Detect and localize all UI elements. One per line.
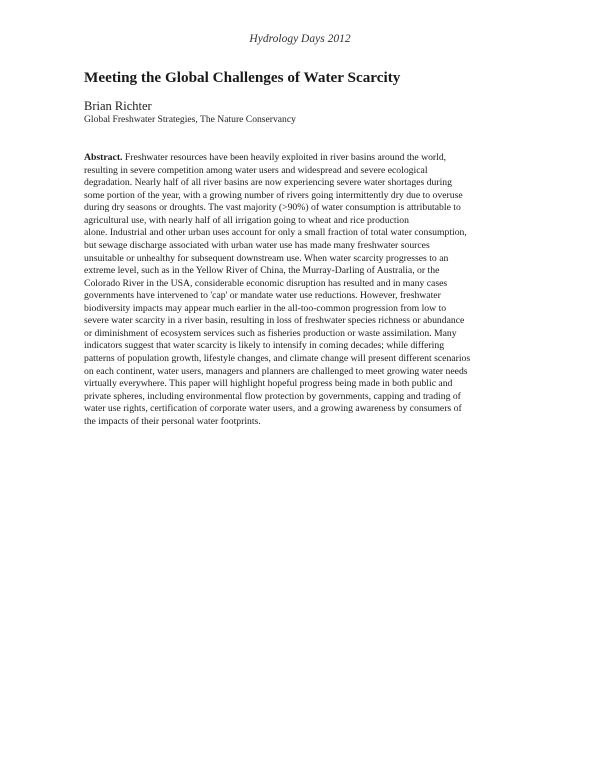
abstract-line: extreme level, such as in the Yellow River of China, the Murray-Darling of Australia, or the	[84, 265, 440, 277]
abstract-line: the impacts of their personal water footprints.	[84, 415, 261, 427]
abstract-line: on each continent, water users, managers and planners are challenged to meet growing water needs	[84, 365, 468, 377]
abstract-line: unsuitable or unhealthy for subsequent downstream use. When water scarcity progresses to an	[84, 252, 449, 264]
abstract-line: indicators suggest that water scarcity is likely to intensify in coming decades; while differing	[84, 340, 445, 352]
abstract-line: during dry seasons or droughts. The vast majority (>90%) of water consumption is attributable to	[84, 202, 461, 214]
abstract-line-text: Freshwater resources have been heavily exploited in river basins around the world,	[124, 152, 447, 163]
author-name: Brian Richter	[84, 99, 152, 113]
running-header: Hydrology Days 2012	[249, 33, 351, 45]
abstract-line: severe water scarcity in a river basin, resulting in loss of freshwater species richness or abundance	[84, 315, 465, 327]
abstract-line: agricultural use, with nearly half of all irrigation going to wheat and rice production	[84, 214, 409, 226]
abstract-line: biodiversity impacts may appear much earlier in the all-too-common progression from low to	[84, 302, 447, 314]
author-affiliation: Global Freshwater Strategies, The Nature Conservancy	[84, 114, 296, 125]
abstract-line: some portion of the year, with a growing number of rivers going intermittently dry due to overuse	[84, 189, 463, 201]
abstract-line: or diminishment of ecosystem services such as fisheries production or waste assimilation. Many	[84, 327, 457, 339]
paper-title: Meeting the Global Challenges of Water Scarcity	[84, 69, 401, 86]
abstract-line: private spheres, including environmental flow protection by governments, capping and trading of	[84, 390, 461, 402]
abstract-line: governments have intervened to 'cap' or mandate water use reductions. However, freshwater	[84, 290, 441, 302]
abstract-line	[84, 152, 524, 165]
abstract-line: resulting in severe competition among water users and widespread and severe ecological	[84, 164, 428, 176]
abstract-line: Colorado River in the USA, considerable economic disruption has resulted and in many cases	[84, 277, 448, 289]
abstract-line: alone. Industrial and other urban uses account for only a small fraction of total water consumption,	[84, 227, 467, 239]
abstract-line: virtually everywhere. This paper will highlight hopeful progress being made in both public and	[84, 378, 453, 390]
abstract	[84, 152, 524, 428]
abstract-line: patterns of population growth, lifestyle changes, and climate change will present different scenarios	[84, 353, 471, 364]
abstract-line: degradation. Nearly half of all river basins are now experiencing severe water shortages during	[84, 177, 452, 189]
abstract-label: Abstract.	[84, 152, 123, 163]
abstract-line: but sewage discharge associated with urban water use has made many freshwater sources	[84, 239, 430, 251]
abstract-line: water use rights, certification of corporate water users, and a growing awareness by consumers of	[84, 403, 462, 415]
